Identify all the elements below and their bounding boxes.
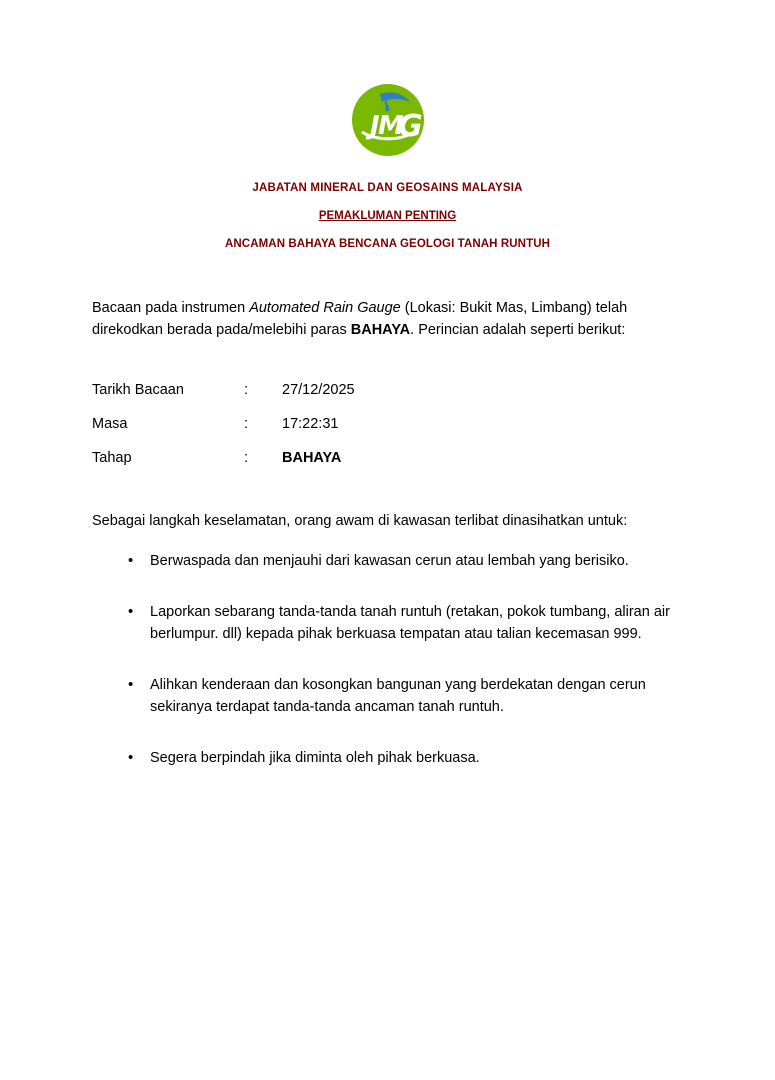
svg-text:J: J	[369, 111, 380, 141]
detail-colon: :	[244, 450, 249, 467]
svg-text:G: G	[397, 109, 423, 144]
intro-level: BAHAYA	[350, 321, 411, 338]
instrument-name: Automated Rain Gauge	[249, 300, 401, 316]
hazard-title: ANCAMAN BAHAYA BENCANA GEOLOGI TANAH RUNTUH	[224, 238, 551, 250]
detail-label-time: Masa	[92, 415, 128, 432]
list-item: • Laporkan sebarang tanda-tanda tanah runtuh (retakan, pokok tumbang, aliran air berlumpur. dll) kepada pihak berkuasa tempatan atau talian kecemasan 999.	[128, 601, 697, 646]
safety-intro: Sebagai langkah keselamatan, orang awam di kawasan terlibat dinasihatkan untuk:	[92, 512, 628, 529]
list-item: • Alihkan kenderaan dan kosongkan bangunan yang berdekatan dengan cerun sekiranya terdapat tanda-tanda ancaman tanah runtuh.	[128, 674, 697, 719]
jmg-logo-icon	[340, 80, 436, 160]
svg-text:M: M	[377, 111, 404, 141]
list-item: • Segera berpindah jika diminta oleh pihak berkuasa.	[128, 747, 697, 769]
detail-value-time: 17:22:31	[282, 415, 339, 432]
intro-part3: . Perincian adalah seperti berikut:	[410, 321, 626, 338]
detail-value-date: 27/12/2025	[282, 381, 355, 398]
safety-measures-list	[92, 550, 697, 769]
intro-paragraph	[92, 298, 697, 342]
organization-name: JABATAN MINERAL DAN GEOSAINS MALAYSIA	[252, 182, 523, 194]
intro-part1: Bacaan pada instrumen	[92, 300, 250, 316]
table-row	[92, 382, 355, 416]
details-table	[92, 382, 355, 485]
header-block	[0, 182, 775, 250]
detail-value-level: BAHAYA	[282, 450, 342, 467]
logo-container	[0, 0, 775, 160]
notice-title: PEMAKLUMAN PENTING	[318, 210, 457, 222]
detail-label-date: Tarikh Bacaan	[92, 381, 184, 398]
list-item: • Berwaspada dan menjauhi dari kawasan cerun atau lembah yang berisiko.	[128, 550, 697, 572]
detail-label-level: Tahap	[92, 450, 132, 467]
document-body	[0, 298, 775, 769]
detail-colon: :	[244, 415, 249, 432]
table-row	[92, 450, 355, 484]
detail-colon: :	[244, 381, 249, 398]
intro-part2: (Lokasi: Bukit Mas, Limbang) telah direkodkan berada pada/melebihi paras	[92, 300, 628, 338]
table-row	[92, 416, 355, 450]
